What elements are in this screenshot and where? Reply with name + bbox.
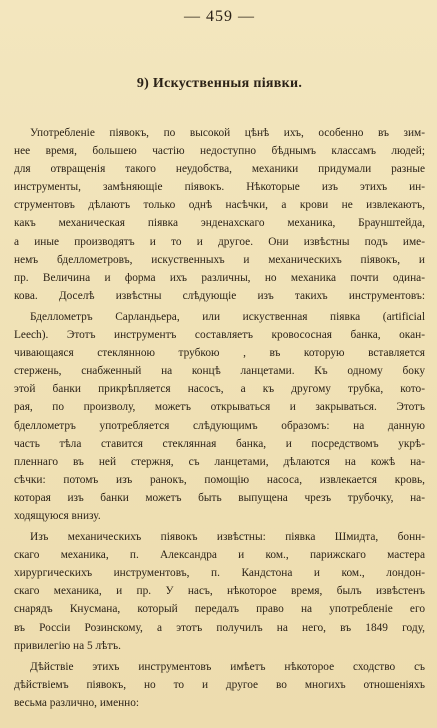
text-line: бделлометръ употребляется слѣдующимъ образомъ: на данную [14, 419, 425, 432]
text-line: какъ механическая піявка энденахскаго механика, Браунштейда, [14, 217, 425, 230]
text-line: пр. Величина и форма ихъ различны, но механика почти одина- [14, 271, 425, 284]
text-line: немъ бделлометровъ, искуственныхъ и механическихъ піявокъ, и [14, 253, 425, 266]
text-line: чивающаяся стеклянною трубкою , въ которую вставляется [14, 347, 425, 360]
text-line: рая, по произволу, можетъ открываться и закрываться. Этотъ [14, 401, 425, 414]
text-line: Употребленіе піявокъ, по высокой цѣнѣ ихъ, особенно въ зим- [30, 127, 425, 139]
paragraph [14, 528, 425, 655]
text-line: инструменты, замѣняющіе піявокъ. Нѣкоторые изъ этихъ ин- [14, 181, 425, 194]
text-line: сѣчки: потомъ изъ ранокъ, помощію насоса, извлекается кровь, [14, 473, 425, 486]
text-line: весьма различно, именно: [14, 696, 140, 709]
text-line: часть тѣла ставится стеклянная банка, и посредствомъ укрѣ- [14, 437, 425, 450]
paragraph [14, 658, 425, 712]
text-line: кова. Доселѣ извѣстны слѣдующіе изъ такихъ инструментовъ: [14, 289, 425, 302]
text-line: скаго механика, и пр. У насъ, нѣкоторое время, былъ извѣстенъ [14, 585, 425, 598]
section-title: 9) Искуственныя піявки. [136, 76, 303, 91]
text-line: Изъ механическихъ піявокъ извѣстны: піявка Шмидта, бонн- [30, 531, 425, 544]
text-line: этой банки прикрѣпляется насосъ, а къ другому трубка, кото- [14, 383, 425, 396]
paragraph [14, 124, 425, 305]
text-line: стержень, снабженный на концѣ ланцетами. Къ одному боку [14, 365, 425, 378]
text-line: Дѣйствіе этихъ инструментовъ имѣетъ нѣкоторое сходство съ [30, 660, 425, 673]
paragraph [14, 308, 425, 525]
text-line: пленнаго въ ней стержня, съ ланцетами, дѣлаются на кожѣ на- [14, 455, 425, 468]
text-line: ходящуюся внизу. [14, 509, 101, 522]
text-line: въ Россіи Розинскому, а этотъ получилъ на него, въ 1849 году, [14, 621, 425, 634]
text-line: которая изъ банки можетъ быть выпущена чрезъ трубочку, на- [14, 491, 425, 504]
body-text [14, 124, 425, 712]
text-line: дѣйствіемъ піявокъ, но то и другое во многихъ отношеніяхъ [14, 678, 425, 691]
text-line: а иные производятъ и то и другое. Они извѣстны подъ име- [14, 235, 425, 248]
text-line: снарядъ Кнусмана, который передалъ право на употребленіе его [14, 603, 425, 616]
text-line: хирургическихъ инструментовъ, п. Кандстона и ком., лондон- [14, 567, 425, 580]
text-line: Leech). Этотъ инструментъ составляетъ кровососная банка, окан- [14, 329, 425, 342]
text-line: Бделлометръ Сарландьера, или искуственная піявка (artificial [30, 310, 425, 323]
text-line: нее время, большею частію недоступно бѣднымъ классамъ людей; [14, 145, 425, 158]
text-line: для отвращенія такого неудобства, механики придумали разные [14, 163, 425, 176]
page-number: — 459 — [184, 8, 255, 25]
text-line: скаго механика, п. Александра и ком., парижскаго мастера [14, 549, 425, 562]
text-line: привилегію на 5 лѣтъ. [14, 639, 121, 652]
text-line: струментовъ дѣлаютъ только однѣ насѣчки, а крови не извлекаютъ, [14, 199, 425, 212]
